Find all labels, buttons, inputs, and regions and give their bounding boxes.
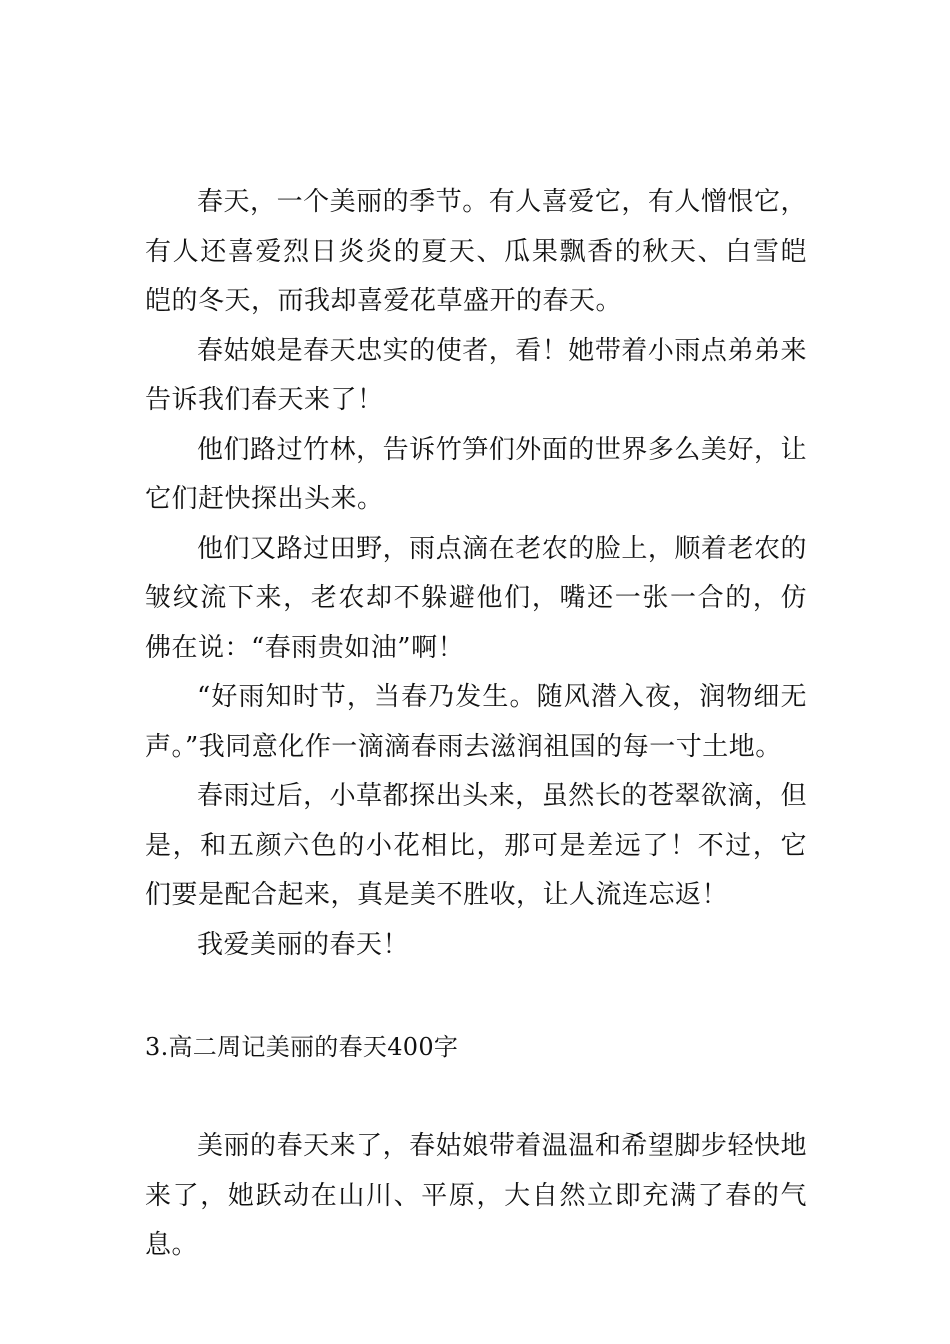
section-heading: 3.高二周记美丽的春天400字 [145,1033,459,1061]
essay-paragraph: 春天，一个美丽的季节。有人喜爱它，有人憎恨它，有人还喜爱烈日炎炎的夏天、瓜果飘香的秋天、白雪皑皑的冬天，而我却喜爱花草盛开的春天。 [145,187,807,316]
essay-second-body [145,1122,807,1271]
essay-paragraph: 我爱美丽的春天！ [197,929,410,960]
essay-paragraph: “好雨知时节，当春乃发生。随风潜入夜，润物细无声。”我同意化作一滴滴春雨去滋润祖国的每一寸土地。 [145,682,807,762]
essay-paragraph: 美丽的春天来了，春姑娘带着温温和希望脚步轻快地来了，她跃动在山川、平原，大自然立即充满了春的气息。 [145,1131,807,1260]
essay-paragraph: 他们路过竹林，告诉竹笋们外面的世界多么美好，让它们赶快探出头来。 [145,434,807,514]
essay-paragraph: 春姑娘是春天忠实的使者，看！她带着小雨点弟弟来告诉我们春天来了！ [145,335,807,415]
essay-paragraph: 他们又路过田野，雨点滴在老农的脸上，顺着老农的皱纹流下来，老农却不躲避他们，嘴还一张一合的，仿佛在说：“春雨贵如油”啊！ [145,533,807,663]
essay-spring-body [145,178,807,970]
essay-paragraph: 春雨过后，小草都探出头来，虽然长的苍翠欲滴，但是，和五颜六色的小花相比，那可是差远了！不过，它们要是配合起来，真是美不胜收，让人流连忘返！ [145,781,807,910]
